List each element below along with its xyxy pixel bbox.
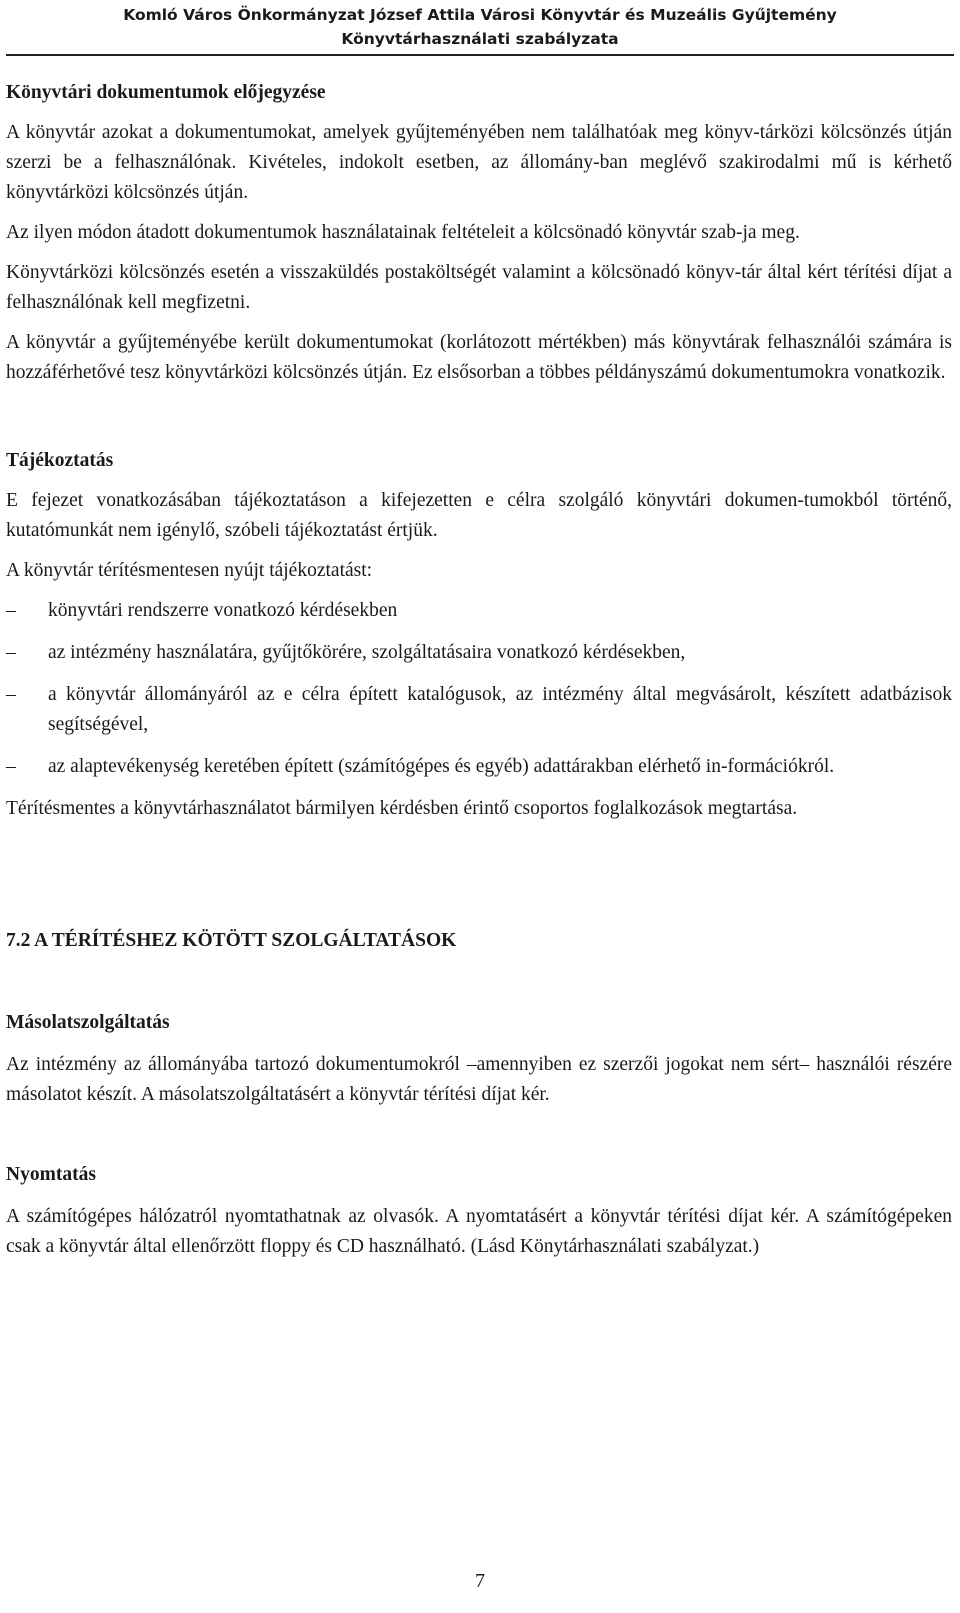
heading-masolatszolgaltatas: Másolatszolgáltatás: [6, 1012, 170, 1033]
service-list: [6, 596, 952, 782]
list-item: – az intézmény használatára, gyűjtőkörére, szolgáltatásaira vonatkozó kérdésekben,: [6, 638, 952, 668]
heading-nyomtatas: Nyomtatás: [6, 1164, 96, 1185]
dash-bullet: –: [6, 756, 16, 777]
page-header: [0, 0, 960, 57]
header-document-title: Könyvtárhasználati szabályzata: [341, 30, 619, 48]
heading-chapter-7-2: 7.2 A TÉRÍTÉSHEZ KÖTÖTT SZOLGÁLTATÁSOK: [6, 930, 457, 951]
paragraph: E fejezet vonatkozásában tájékoztatáson a kifejezetten e célra szolgáló könyvtári dokumen-tumokból történő, kutatómunkát nem igénylő, szóbeli tájékoztatást értjük.: [6, 490, 952, 541]
paragraph: A könyvtár azokat a dokumentumokat, amelyek gyűjteményében nem találhatóak meg könyv-tárközi kölcsönzés útján szerzi be a felhasználónak. Kivételes, indokolt esetben, az állomány-ban meglévő szakirodalmi mű is kérhető könyvtárközi kölcsönzés útján.: [6, 122, 952, 203]
document-body: [6, 78, 952, 1262]
list-item: – az alaptevékenység keretében épített (számítógépes és egyéb) adattárakban elérhető in-formációkról.: [6, 752, 952, 782]
paragraph: Könyvtárközi kölcsönzés esetén a visszaküldés postaköltségét valamint a kölcsönadó könyv-tár által kért térítési díjat a felhasználónak kell megfizetni.: [6, 262, 952, 313]
paragraph: Az intézmény az állományába tartozó dokumentumokról –amennyiben ez szerzői jogokat nem sért– használói részére másolatot készít. A másolatszolgáltatásért a könyvtár térítési díjat kér.: [6, 1054, 952, 1105]
dash-bullet: –: [6, 684, 16, 705]
header-divider: [6, 54, 954, 56]
paragraph: Az ilyen módon átadott dokumentumok használatainak feltételeit a kölcsönadó könyvtár szab-ja meg.: [6, 222, 800, 243]
dash-bullet: –: [6, 600, 16, 621]
heading-eloejegyzes: Könyvtári dokumentumok előjegyzése: [6, 82, 326, 103]
dash-bullet: –: [6, 642, 16, 663]
page-number: 7: [475, 1570, 485, 1592]
paragraph: A könyvtár a gyűjteményébe került dokumentumokat (korlátozott mértékben) más könyvtárak felhasználói számára is hozzáférhetővé tesz könyvtárközi kölcsönzés útján. Ez elsősorban a többes példányszámú dokumentumokra vonatkozik.: [6, 332, 952, 383]
heading-tajekoztatas: Tájékoztatás: [6, 450, 114, 471]
header-institution: Komló Város Önkormányzat József Attila Városi Könyvtár és Muzeális Gyűjtemény: [123, 6, 837, 24]
list-item: – a könyvtár állományáról az e célra épített katalógusok, az intézmény által megvásárolt, készített adatbázisok segítségével,: [6, 680, 952, 740]
paragraph: Térítésmentes a könyvtárhasználatot bármilyen kérdésben érintő csoportos foglalkozások megtartása.: [6, 798, 798, 819]
paragraph: A számítógépes hálózatról nyomtathatnak az olvasók. A nyomtatásért a könyvtár térítési díjat kér. A számítógépeken csak a könyvtár által ellenőrzött floppy és CD használható. (Lásd Könytárhasználati szabályzat.): [6, 1206, 952, 1257]
list-item: – könyvtári rendszerre vonatkozó kérdésekben: [6, 596, 952, 626]
paragraph: A könyvtár térítésmentesen nyújt tájékoztatást:: [6, 560, 373, 581]
